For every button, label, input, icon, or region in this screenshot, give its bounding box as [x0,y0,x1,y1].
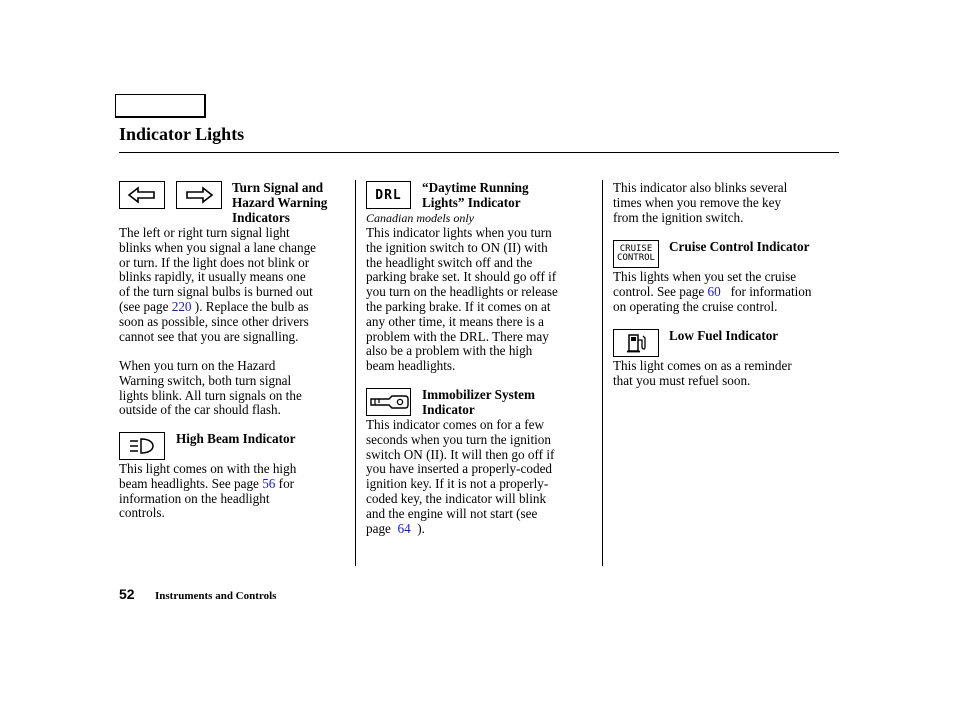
page-title: Indicator Lights [119,124,245,144]
blink-note-paragraph: This indicator also blinks several times when you remove the key from the ignition switch. [613,180,788,225]
drl-heading: “Daytime Running Lights” Indicator [422,180,529,210]
cruise-icon-line1: CRUISE [619,244,653,254]
page-number: 52 [119,586,135,602]
turn-signal-paragraph: The left or right turn signal light blinks when you signal a lane change or turn. If the light does not blink or blinks rapidly, it usually means one of the turn signal bulbs is burned out (see page 220 ). Replace the bulb as soon as possible, since other drivers cannot see that you are signalling. [119,225,317,344]
left-arrow-icon [119,181,165,209]
turn-signal-heading: Turn Signal and Hazard Warning Indicators [232,180,328,225]
column-divider-1 [355,180,356,566]
key-icon [366,388,411,416]
drl-icon-label: DRL [375,187,402,203]
low-fuel-heading: Low Fuel Indicator [669,328,779,343]
high-beam-heading: High Beam Indicator [176,431,296,446]
page-link-56[interactable]: 56 [262,475,276,491]
drl-note: Canadian models only [366,211,474,225]
immobilizer-heading: Immobilizer System Indicator [422,387,535,417]
right-arrow-icon [176,181,222,209]
cruise-heading: Cruise Control Indicator [669,239,810,254]
low-fuel-paragraph: This light comes on as a reminder that you must refuel soon. [613,358,792,388]
page-link-60[interactable]: 60 [707,283,721,299]
page-link-64[interactable]: 64 [397,520,411,536]
cruise-control-icon [613,240,659,268]
immobilizer-paragraph: This indicator comes on for a few seconds when you turn the ignition switch ON (II). It will then go off if you have inserted a properly-coded ignition key. If it is not a properly- coded key, the indicator will blink and the engine will not start (see page 64 ). [366,417,555,536]
page-link-220[interactable]: 220 [171,298,192,314]
hazard-paragraph: When you turn on the Hazard Warning switch, both turn signal lights blink. All turn signals on the outside of the car should flash. [119,358,302,418]
high-beam-icon [119,432,165,460]
section-name: Instruments and Controls [155,590,277,602]
column-divider-2 [602,180,603,566]
drl-icon [366,181,411,209]
section-tab-box [115,94,206,118]
high-beam-paragraph: This light comes on with the high beam headlights. See page 56 for information on the headlight controls. [119,461,297,521]
cruise-icon-line2: CONTROL [617,253,655,263]
fuel-pump-icon [613,329,659,357]
drl-paragraph: This indicator lights when you turn the ignition switch to ON (II) with the headlight switch off and the parking brake set. It should go off if you turn on the headlights or release the parking brake. If it comes on at any other time, it means there is a problem with the DRL. There may also be a problem with the high beam headlights. [366,225,558,374]
title-rule [119,152,839,153]
cruise-paragraph: This lights when you set the cruise control. See page 60 for information on operating the cruise control. [613,269,812,314]
